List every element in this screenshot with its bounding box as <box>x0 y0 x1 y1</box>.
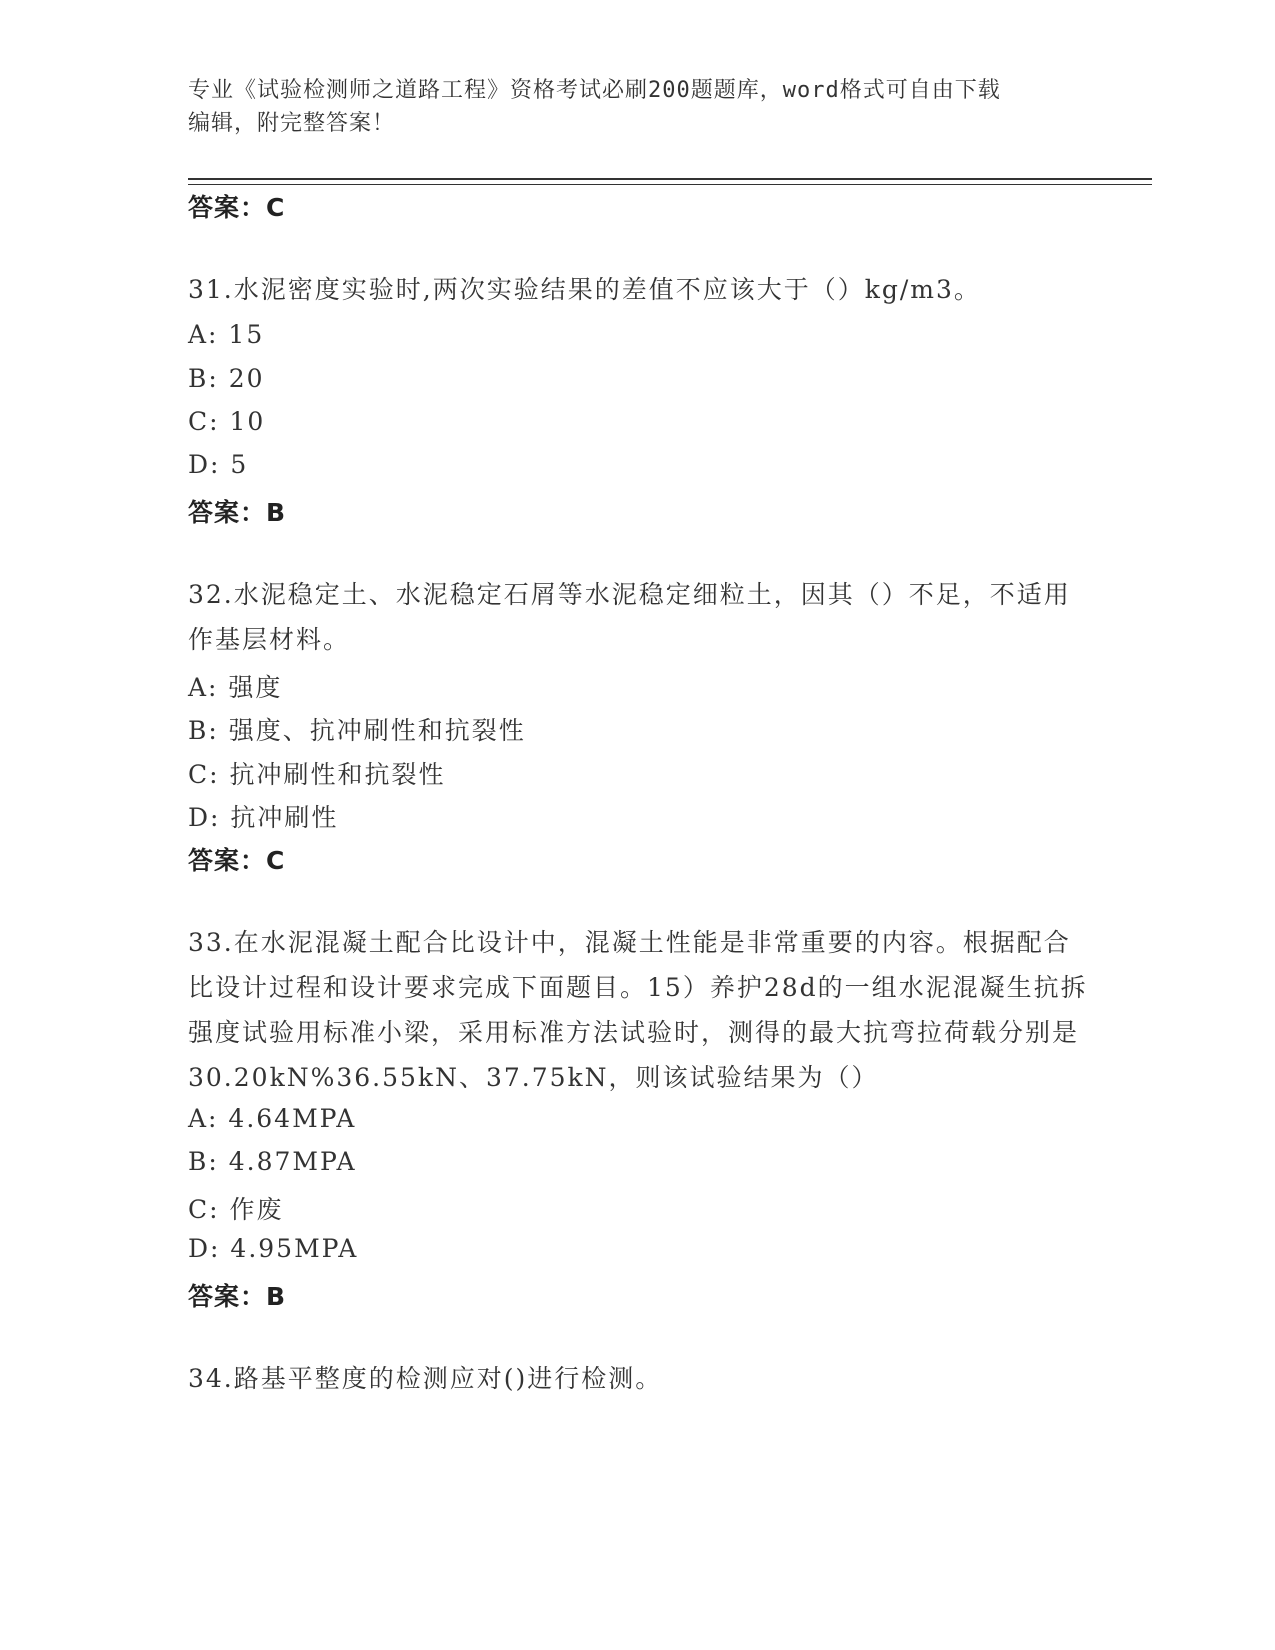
question-32-option-c: C: 抗冲刷性和抗裂性 <box>188 760 446 789</box>
question-33-option-d: D: 4.95MPA <box>188 1234 359 1263</box>
question-32-answer: 答案：C <box>188 846 286 875</box>
question-33-answer: 答案：B <box>188 1282 287 1311</box>
question-33-text: 33.在水泥混凝土配合比设计中，混凝土性能是非常重要的内容。根据配合比设计过程和设计要求完成下面题目。15）养护28d的一组水泥混凝生抗拆强度试验用标准小梁，采用标准方法试验时，测得的最大抗弯拉荷载分别是30.20kN%36.55kN、37.75kN，则该试验结果为（） <box>188 928 1088 1092</box>
previous-answer: 答案：C <box>188 193 286 222</box>
header-line-1: 专业《试验检测师之道路工程》资格考试必刷200题题库，word格式可自由下载 <box>188 78 1001 103</box>
question-32-option-d: D: 抗冲刷性 <box>188 803 339 832</box>
header-divider-thin <box>188 184 1152 185</box>
question-33-option-a: A: 4.64MPA <box>188 1104 357 1133</box>
question-31-option-a: A: 15 <box>188 320 265 349</box>
question-33-option-c: C: 作废 <box>188 1195 284 1224</box>
question-31-option-d: D: 5 <box>188 450 249 479</box>
question-33-option-b: B: 4.87MPA <box>188 1147 357 1176</box>
question-32-option-b: B: 强度、抗冲刷性和抗裂性 <box>188 716 526 745</box>
question-31-answer: 答案：B <box>188 498 287 527</box>
question-31-option-b: B: 20 <box>188 364 265 393</box>
question-34-text: 34.路基平整度的检测应对()进行检测。 <box>188 1364 663 1393</box>
header-line-2: 编辑，附完整答案！ <box>188 111 396 136</box>
question-31-option-c: C: 10 <box>188 407 266 436</box>
document-header <box>188 74 1068 140</box>
question-32-text: 32.水泥稳定土、水泥稳定石屑等水泥稳定细粒土，因其（）不足，不适用作基层材料。 <box>188 580 1071 654</box>
question-31-text: 31.水泥密度实验时,两次实验结果的差值不应该大于（）kg/m3。 <box>188 275 981 304</box>
question-32-option-a: A: 强度 <box>188 673 283 702</box>
header-divider-thick <box>188 178 1152 180</box>
